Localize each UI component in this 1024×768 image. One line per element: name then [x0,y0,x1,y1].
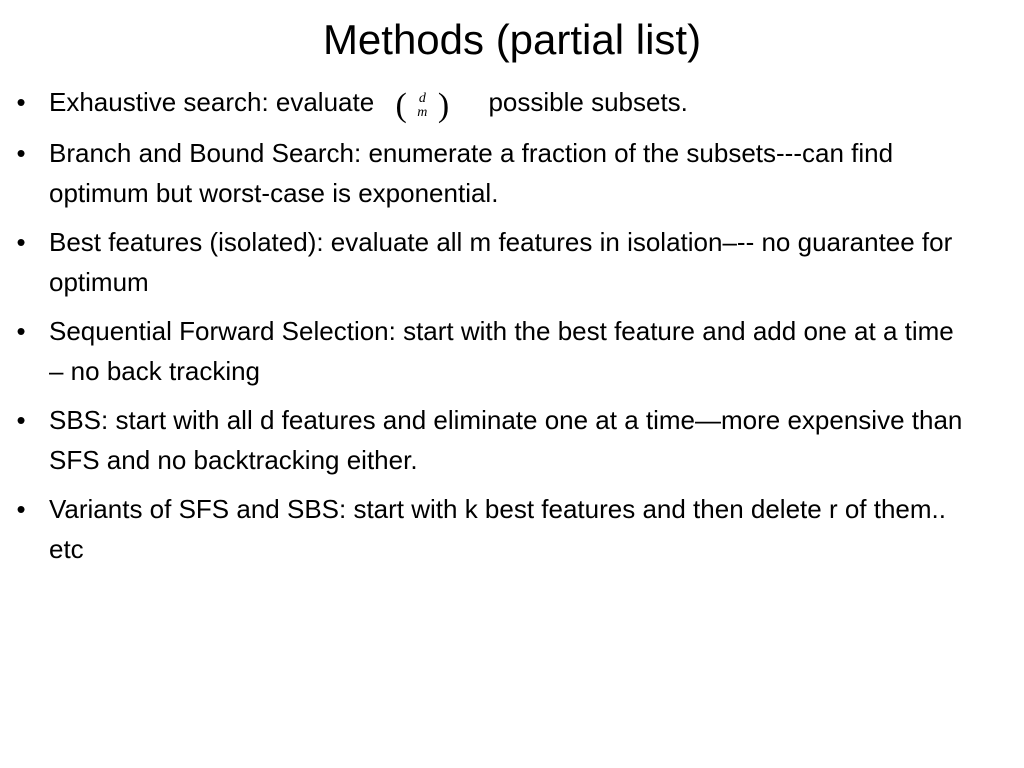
bullet-item-sbs [14,400,964,480]
bullet-item-variants [14,489,964,569]
slide-title: Methods (partial list) [322,16,702,63]
bullet-dot-icon: • [16,316,26,347]
bullet-text: Branch and Bound Search: enumerate a fraction of the subsets---can find optimum but worst-case is exponential. [49,138,894,209]
bullet-item-branch-and-bound [14,133,964,213]
binomial-coefficient-formula [395,84,449,124]
bullet-list [14,82,964,578]
bullet-dot-icon: • [16,494,26,525]
formula-right-paren: ) [437,87,450,125]
bullet-text: SBS: start with all d features and eliminate one at a time—more expensive than SFS and no backtracking either. [49,405,963,476]
bullet-text: Sequential Forward Selection: start with the best feature and add one at a time – no back tracking [49,316,954,387]
bullet-dot-icon: • [16,138,26,169]
formula-stack [417,92,427,120]
bullet-dot-icon: • [16,405,26,436]
bullet-dot-icon: • [16,227,26,258]
bullet-text: Variants of SFS and SBS: start with k best features and then delete r of them.. etc [49,494,946,565]
bullet-item-sequential-forward-selection [14,311,964,391]
formula-top: d [418,91,426,107]
bullet-dot-icon: • [16,87,26,117]
bullet-item-exhaustive-search [14,82,964,124]
bullet-text-before-formula: Exhaustive search: evaluate [49,87,375,117]
bullet-item-best-features [14,222,964,302]
formula-bottom: m [417,105,428,121]
bullet-text: Best features (isolated): evaluate all m features in isolation–-- no guarantee for optimum [49,227,953,298]
bullet-text-after-formula: possible subsets. [488,87,688,117]
formula-left-paren: ( [395,87,407,125]
